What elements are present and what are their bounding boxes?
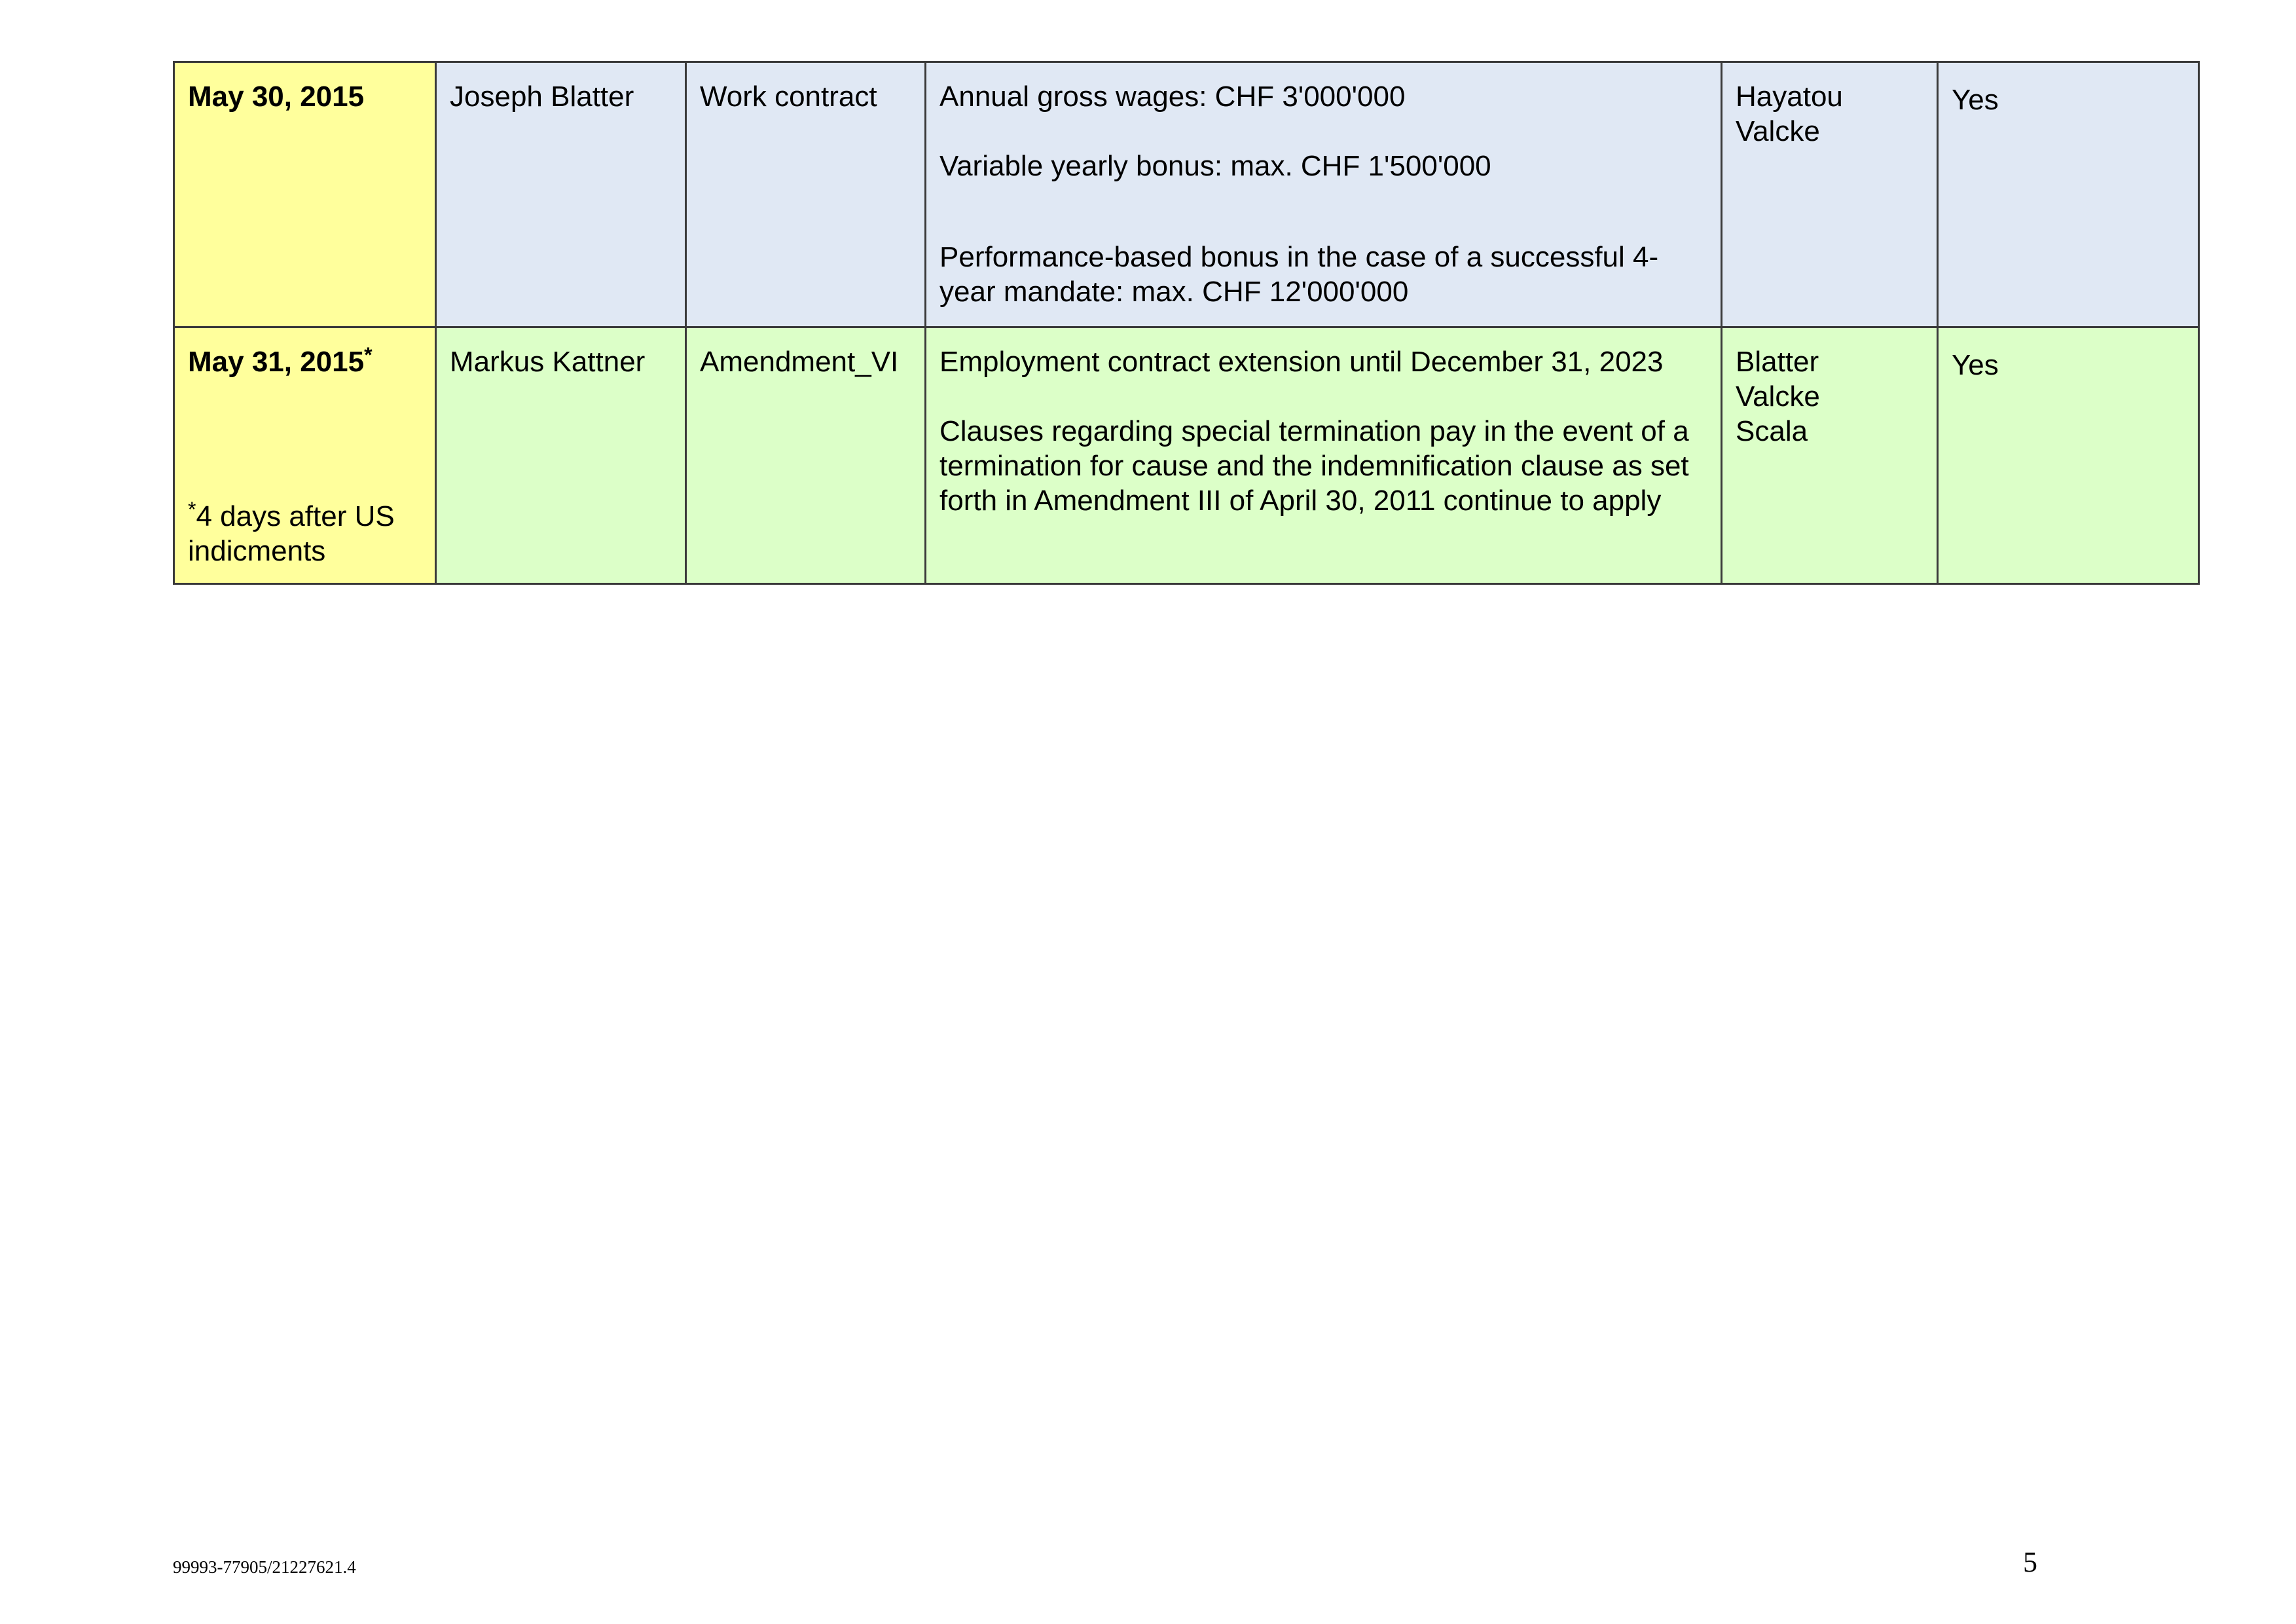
approved-cell xyxy=(1938,62,2199,327)
approver-name: Valcke xyxy=(1736,115,1820,147)
contract-date: May 31, 2015 xyxy=(188,346,365,378)
document-reference: 99993-77905/21227621.4 xyxy=(173,1557,356,1577)
employee-name: Joseph Blatter xyxy=(450,81,634,113)
approved-cell xyxy=(1938,327,2199,584)
approver-name: Hayatou xyxy=(1736,81,1843,113)
footnote xyxy=(188,499,428,568)
detail-line: Performance-based bonus in the case of a successful 4-year mandate: max. CHF 12'000'000 xyxy=(939,241,1659,308)
footnote-text: 4 days after US indicments xyxy=(188,500,395,567)
approvers-cell xyxy=(1722,327,1938,584)
detail-line: Variable yearly bonus: max. CHF 1'500'000 xyxy=(939,150,1491,182)
employee-name: Markus Kattner xyxy=(450,346,646,378)
approver-name: Scala xyxy=(1736,415,1808,447)
contract-type: Amendment_VI xyxy=(700,346,899,378)
approver-name: Valcke xyxy=(1736,380,1820,413)
approved-value: Yes xyxy=(1952,84,1999,116)
date-cell xyxy=(174,327,436,584)
employee-name-cell xyxy=(436,62,686,327)
employee-name-cell xyxy=(436,327,686,584)
detail-line: Clauses regarding special termination pay in the event of a termination for cause and the indemnification clause as set forth in Amendment III of April 30, 2011 continue to apply xyxy=(939,415,1689,517)
contract-type-cell xyxy=(686,327,926,584)
contract-date: May 30, 2015 xyxy=(188,81,365,113)
footnote-marker: * xyxy=(364,343,373,367)
table-row xyxy=(174,62,2199,327)
approved-value: Yes xyxy=(1952,349,1999,381)
approvers-cell xyxy=(1722,62,1938,327)
contracts-table xyxy=(173,61,2200,585)
contract-details-cell xyxy=(926,62,1722,327)
contract-details-cell xyxy=(926,327,1722,584)
contract-type-cell xyxy=(686,62,926,327)
footnote-marker: * xyxy=(188,498,196,521)
page-number: 5 xyxy=(2023,1546,2037,1578)
table-row xyxy=(174,327,2199,584)
approver-name: Blatter xyxy=(1736,346,1819,378)
detail-line: Annual gross wages: CHF 3'000'000 xyxy=(939,81,1406,113)
date-cell xyxy=(174,62,436,327)
detail-line: Employment contract extension until December 31, 2023 xyxy=(939,346,1664,378)
contract-type: Work contract xyxy=(700,81,877,113)
